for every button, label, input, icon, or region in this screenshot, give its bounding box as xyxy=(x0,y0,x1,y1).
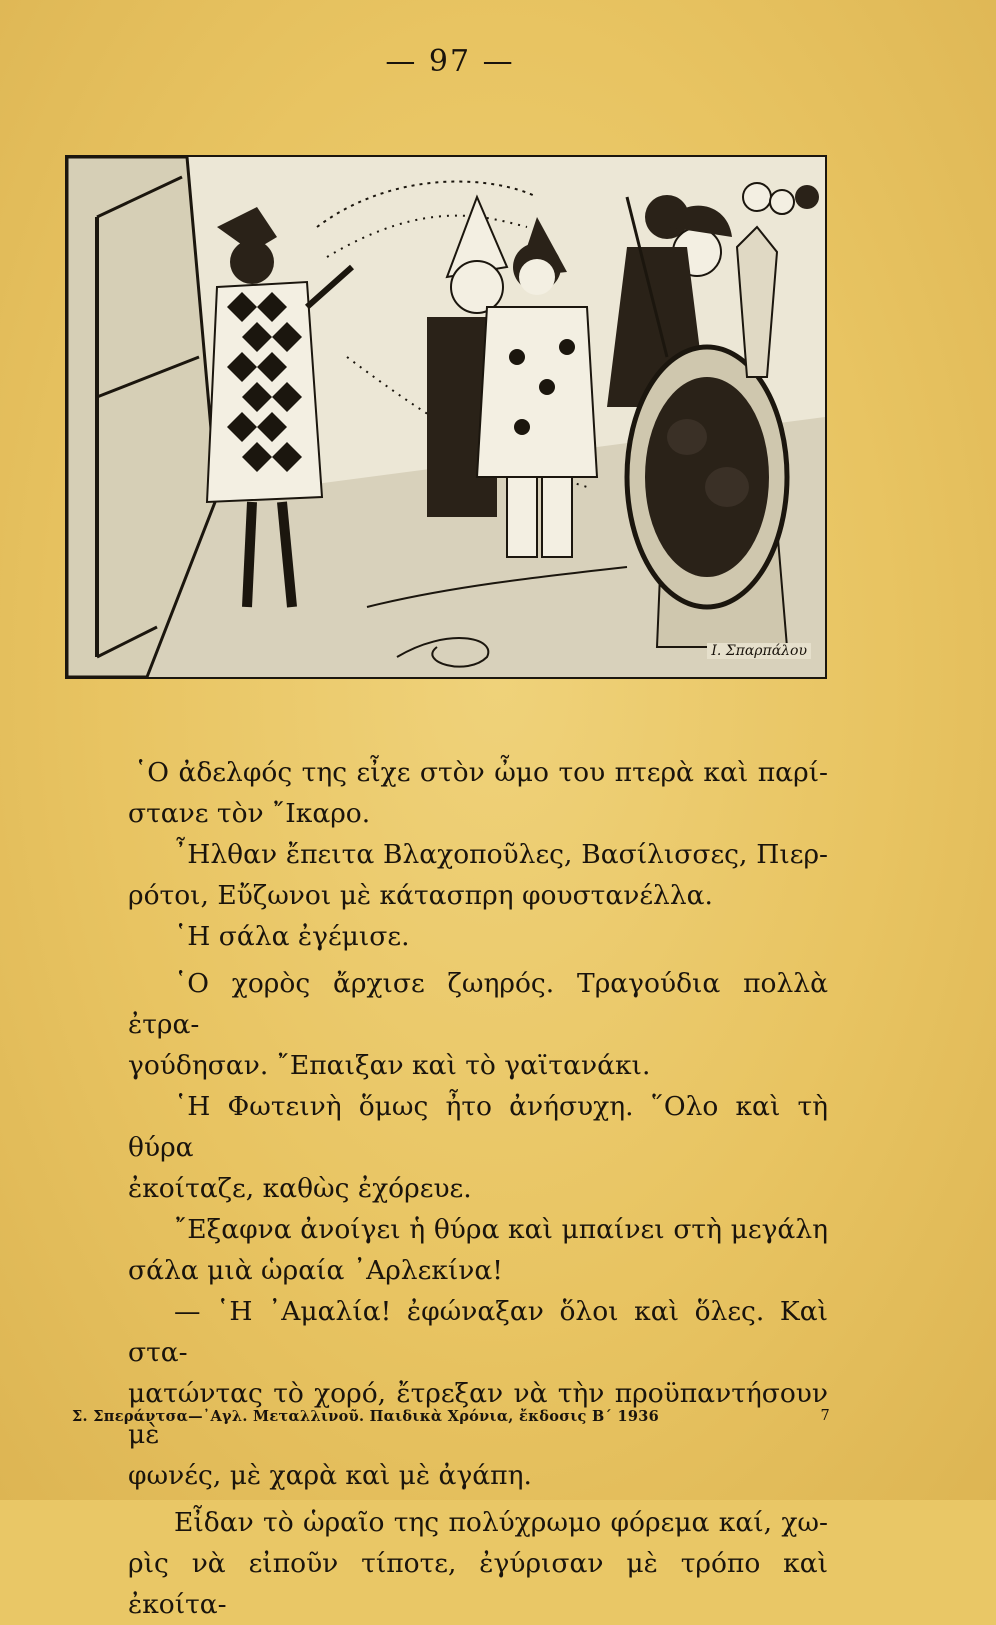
text-line: — ῾Η ᾿Αμαλία! ἐφώναξαν ὅλοι καὶ ὅλες. Καὶ στα- xyxy=(128,1296,828,1368)
carnival-scene-drawing xyxy=(67,157,825,677)
text-line: στανε τὸν ῎Ικαρο. xyxy=(128,798,371,829)
text-line: ῎Εξαφνα ἀνοίγει ἡ θύρα καὶ μπαίνει στὴ μεγάλη xyxy=(174,1214,828,1245)
text-line: ῏Ηλθαν ἔπειτα Βλαχοποῦλες, Βασίλισσες, Πιερ- xyxy=(174,839,828,870)
text-line: ἐκοίταζε, καθὼς ἐχόρευε. xyxy=(128,1173,472,1204)
text-line: ῾Η Φωτεινὴ ὅμως ἦτο ἀνήσυχη. ῞Ολο καὶ τὴ θύρα xyxy=(128,1091,828,1163)
sheet-number: 7 xyxy=(820,1408,830,1424)
text-line: σάλα μιὰ ὡραία ᾿Αρλεκίνα! xyxy=(128,1255,503,1286)
page-number: — 97 — xyxy=(385,44,515,79)
footer-credit: Σ. Σπεράντσα—᾿Αγλ. Μεταλλινοῦ. Παιδικὰ Χρόνια, ἔκδοσις Β΄ 1936 xyxy=(72,1408,659,1425)
text-line: ρότοι, Εὔζωνοι μὲ κάτασπρη φουστανέλλα. xyxy=(128,880,713,911)
text-line: ῾Ο χορὸς ἄρχισε ζωηρός. Τραγούδια πολλὰ ἐτρα- xyxy=(128,968,828,1040)
text-line: γούδησαν. ῎Επαιξαν καὶ τὸ γαϊτανάκι. xyxy=(128,1050,651,1081)
text-line: Εἶδαν τὸ ὡραῖο της πολύχρωμο φόρεμα καί, χω- xyxy=(174,1507,828,1538)
text-line: ῾Η σάλα ἐγέμισε. xyxy=(174,921,410,952)
page-footer xyxy=(72,1408,830,1425)
text-line: φωνές, μὲ χαρὰ καὶ μὲ ἀγάπη. xyxy=(128,1460,532,1491)
text-line: ῾Ο ἀδελφός της εἶχε στὸν ὦμο του πτερὰ καὶ παρί- xyxy=(134,757,828,788)
illustration xyxy=(65,155,827,679)
body-text xyxy=(128,752,828,1625)
text-line: ρὶς νὰ εἰποῦν τίποτε, ἐγύρισαν μὲ τρόπο καὶ ἐκοίτα- xyxy=(128,1548,828,1620)
illustrator-signature: Ι. Σπαρπάλου xyxy=(707,643,811,659)
text-line: ματώντας τὸ χορό, ἔτρεξαν νὰ τὴν προϋπαντήσουν μὲ xyxy=(128,1378,828,1450)
